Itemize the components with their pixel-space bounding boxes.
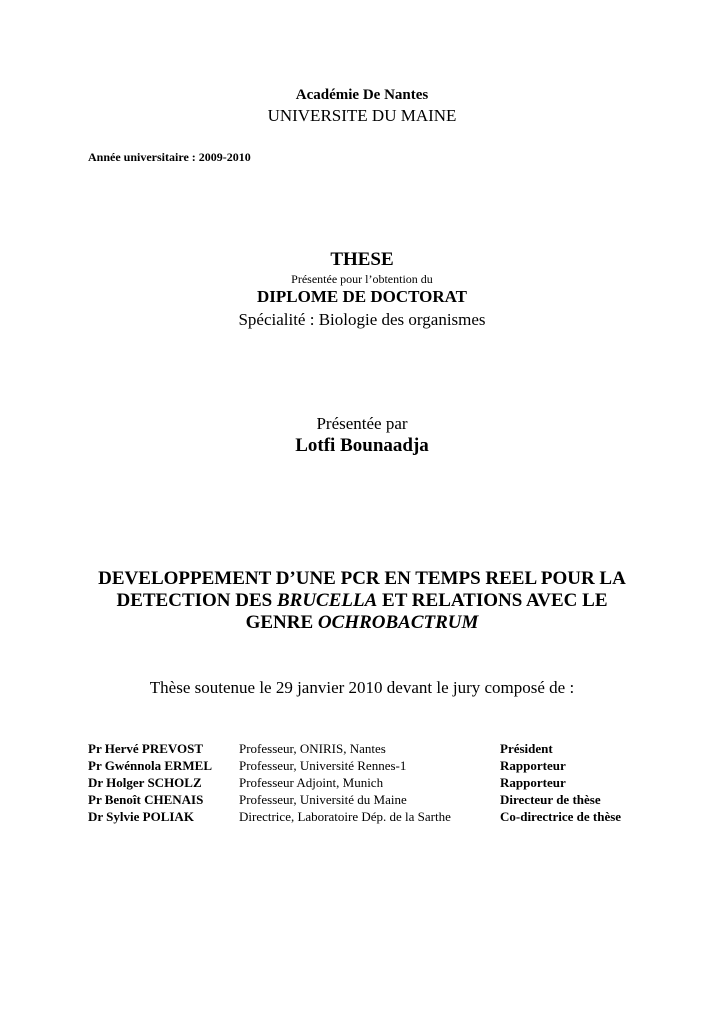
diplome-heading: DIPLOME DE DOCTORAT	[256, 287, 467, 306]
jury-member-name: Dr Sylvie POLIAK	[88, 809, 194, 824]
jury-member-affiliation: Professeur Adjoint, Munich	[239, 775, 384, 790]
jury-member-name: Pr Benoît CHENAIS	[88, 792, 204, 807]
presentee-obtention-text: Présentée pour l’obtention du	[291, 272, 433, 286]
academie-label: Académie De Nantes	[295, 87, 429, 103]
jury-list	[88, 740, 648, 825]
jury-member-role: Président	[500, 741, 553, 756]
jury-member-name: Dr Holger SCHOLZ	[88, 775, 202, 790]
title-brucella: BRUCELLA	[276, 590, 378, 611]
academic-year: Année universitaire : 2009-2010	[88, 150, 251, 164]
jury-member-role: Directeur de thèse	[500, 792, 601, 807]
presentee-par-text: Présentée par	[316, 414, 408, 433]
thesis-title-line-3	[60, 612, 664, 634]
jury-member-role: Rapporteur	[500, 775, 566, 790]
thesis-title	[60, 568, 664, 634]
jury-row	[88, 791, 648, 808]
jury-member-affiliation: Directrice, Laboratoire Dép. de la Sarthe	[239, 809, 451, 824]
title-ochrobactrum: OCHROBACTRUM	[317, 612, 479, 633]
jury-row	[88, 740, 648, 757]
jury-member-affiliation: Professeur, Université Rennes-1	[239, 758, 407, 773]
specialite-text: Spécialité : Biologie des organismes	[238, 310, 486, 329]
thesis-title-line-1: DEVELOPPEMENT D’UNE PCR EN TEMPS REEL POUR LA	[98, 568, 626, 589]
thesis-title-line-2	[60, 590, 664, 612]
jury-member-affiliation: Professeur, Université du Maine	[239, 792, 407, 807]
title-line2-post: ET RELATIONS AVEC LE	[377, 590, 608, 611]
title-line3-pre: GENRE	[245, 612, 318, 633]
these-heading: THESE	[330, 249, 394, 270]
title-line2-pre: DETECTION DES	[116, 590, 277, 611]
jury-member-affiliation: Professeur, ONIRIS, Nantes	[239, 741, 386, 756]
author-name: Lotfi Bounaadja	[295, 435, 429, 456]
jury-row	[88, 774, 648, 791]
defense-statement: Thèse soutenue le 29 janvier 2010 devant le jury composé de :	[149, 678, 575, 697]
jury-row	[88, 808, 648, 825]
university-name: UNIVERSITE DU MAINE	[267, 106, 457, 125]
jury-member-name: Pr Gwénnola ERMEL	[88, 758, 212, 773]
jury-member-name: Pr Hervé PREVOST	[88, 741, 204, 756]
jury-member-role: Co-directrice de thèse	[500, 809, 622, 824]
jury-member-role: Rapporteur	[500, 758, 566, 773]
jury-row	[88, 757, 648, 774]
